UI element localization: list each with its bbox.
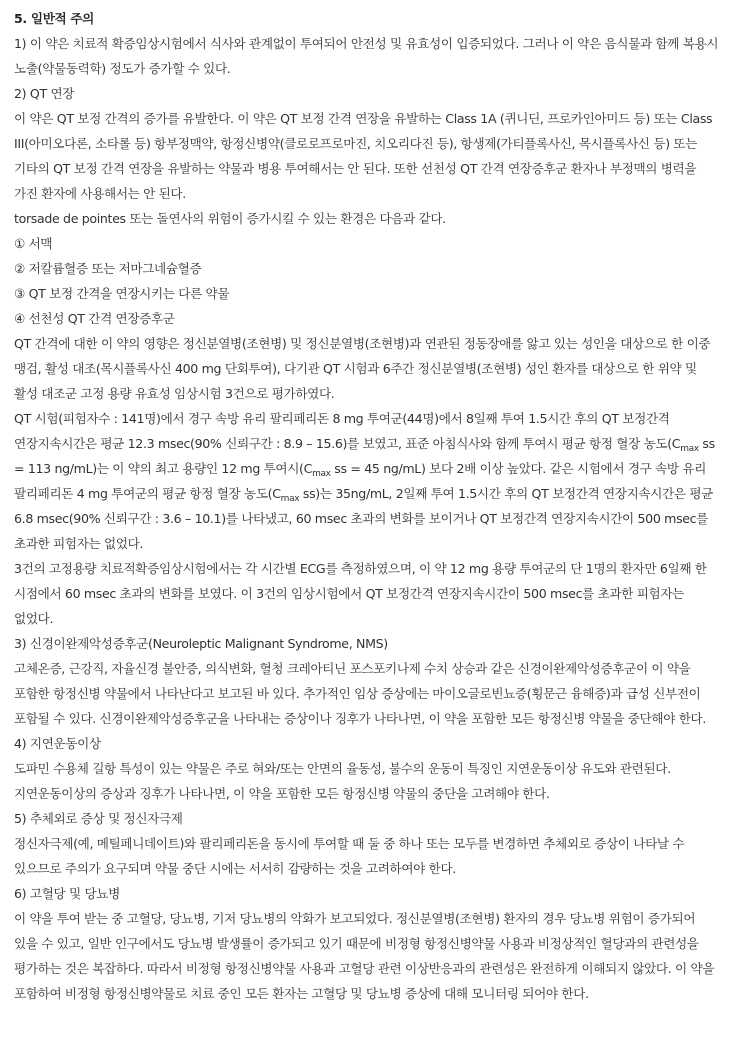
text-run: ss)는 35ng/mL, 2일째 투여 1.5시간 후의 QT 보정간격 연장지속시간은 평균 6.8 msec(90% 신뢰구간 : 3.6 – 10.1)를 나타냈고, 60 msec 초과의 변화를 보이거나 QT 보정간격 연장지속시간이 500 msec를 초과한 피험자는 없었다.	[14, 486, 713, 551]
section-title: 5. 일반적 주의	[14, 11, 94, 26]
paragraph-eps-stimulants: 정신자극제(예, 메틸페니데이트)와 팔리페리돈을 동시에 투여할 때 둘 중 하나 또는 모두를 변경하면 추체외로 증상이 나타날 수 있으므로 주의가 요구되며 약물 중단 시에는 서서히 감량하는 것을 고려하여야 한다.	[14, 836, 685, 876]
paragraph-qt-study-results	[14, 406, 722, 556]
list-item: ④ 선천성 QT 간격 연장증후군	[14, 311, 175, 326]
paragraph-qt-study-design: QT 간격에 대한 이 약의 영향은 정신분열병(조현병) 및 정신분열병(조현병)과 연관된 정동장애를 앓고 있는 성인을 대상으로 한 이중 맹검, 활성 대조(목시플록사신 400 mg 단회투여), 다기관 QT 시험과 6주간 정신분열병(조현병) 성인 환자를 대상으로 한 위약 및 활성 대조군 고정 용량 유효성 임상시험 3건으로 평가하였다.	[14, 336, 711, 401]
subheading-nms: 3) 신경이완제악성증후군(Neuroleptic Malignant Syndrome, NMS)	[14, 636, 388, 651]
paragraph-food-effect: 1) 이 약은 치료적 확증임상시험에서 식사와 관계없이 투여되어 안전성 및 유효성이 입증되었다. 그러나 이 약은 음식물과 함께 복용시 노출(약물동력학) 정도가 증가할 수 있다.	[14, 36, 719, 76]
subheading-tardive-dyskinesia: 4) 지연운동이상	[14, 736, 101, 751]
paragraph-torsade-risk: torsade de pointes 또는 돌연사의 위험이 증가시킬 수 있는 환경은 다음과 같다.	[14, 211, 446, 226]
paragraph-hyperglycemia: 이 약을 투여 받는 중 고혈당, 당뇨병, 기저 당뇨병의 악화가 보고되었다. 정신분열병(조현병) 환자의 경우 당뇨병 위험이 증가되어 있을 수 있고, 일반 인구에서도 당뇨병 발생률이 증가되고 있기 때문에 비정형 항정신병약물 사용과 비정상적인 혈당과의 관련성을 평가하는 것은 복잡하다. 따라서 비정형 항정신병약물 사용과 고혈당 관련 이상반응과의 관련성은 완전하게 이해되지 않았다. 이 약을 포함하여 비정형 항정신병약물로 치료 중인 모든 환자는 고혈당 및 당뇨병 증상에 대해 모니터링 되어야 한다.	[14, 911, 715, 1001]
subscript: max	[312, 469, 331, 479]
list-item: ① 서맥	[14, 236, 53, 251]
paragraph-nms: 고체온증, 근강직, 자율신경 불안증, 의식변화, 혈청 크레아티닌 포스포키나제 수치 상승과 같은 신경이완제악성증후군이 이 약을 포함한 항정신병 약물에서 나타난다고 보고된 바 있다. 추가적인 임상 증상에는 마이오글로빈뇨증(횡문근 융해증)과 급성 신부전이 포함될 수 있다. 신경이완제악성증후군을 나타내는 증상이나 징후가 나타나면, 이 약을 포함한 모든 항정신병 약물을 중단해야 한다.	[14, 661, 706, 726]
subscript: max	[280, 494, 300, 504]
paragraph-qt-interactions: 이 약은 QT 보정 간격의 증가를 유발한다. 이 약은 QT 보정 간격 연장을 유발하는 Class 1A (퀴니딘, 프로카인아미드 등) 또는 Class III(아미오다론, 소타롤 등) 항부정맥약, 항정신병약(클로로프로마진, 치오리다진 등), 항생제(가티플록사신, 목시플록사신 등) 또는 기타의 QT 보정 간격 연장을 유발하는 약물과 병용 투여해서는 안 된다. 또한 선천성 QT 간격 연장증후군 환자나 부정맥의 병력을 가진 환자에 사용해서는 안 된다.	[14, 111, 713, 201]
list-item: ③ QT 보정 간격을 연장시키는 다른 약물	[14, 286, 230, 301]
subheading-hyperglycemia: 6) 고혈당 및 당뇨병	[14, 886, 120, 901]
list-item: ② 저칼륨혈증 또는 저마그네슘혈증	[14, 261, 202, 276]
paragraph-tardive-dyskinesia: 도파민 수용체 길항 특성이 있는 약물은 주로 혀와/또는 안면의 율동성, 불수의 운동이 특징인 지연운동이상 유도와 관련된다. 지연운동이상의 증상과 징후가 나타나면, 이 약을 포함한 모든 항정신병 약물의 중단을 고려해야 한다.	[14, 761, 671, 801]
subheading-eps-stimulants: 5) 추체외로 증상 및 정신자극제	[14, 811, 183, 826]
text-run: ss = 113 ng/mL)는 이 약의 최고 용량인 12 mg 투여시(C	[14, 436, 715, 476]
text-run: ss = 45 ng/mL) 보다 2배 이상 높았다. 같은 시험에서 경구 속방 유리 팔리페리돈 4 mg 투여군의 평균 항정 혈장 농도(C	[14, 461, 707, 501]
text-run: QT 시험(피험자수 : 141명)에서 경구 속방 유리 팔리페리돈 8 mg 투여군(44명)에서 8일째 투여 1.5시간 후의 QT 보정간격 연장지속시간은 평균 12.3 msec(90% 신뢰구간 : 8.9 – 15.6)를 보였고, 표준 아침식사와 함께 투여시 평균 항정 혈장 농도(C	[14, 411, 681, 451]
paragraph-ecg-trials: 3건의 고정용량 치료적확증임상시험에서는 각 시간별 ECG를 측정하였으며, 이 약 12 mg 용량 투여군의 단 1명의 환자만 6일째 한 시점에서 60 msec 초과의 변화를 보였다. 이 3건의 임상시험에서 QT 보정간격 연장지속시간이 500 msec를 초과한 피험자는 없었다.	[14, 561, 707, 626]
subheading-qt-prolongation: 2) QT 연장	[14, 86, 75, 101]
subscript: max	[680, 444, 699, 454]
